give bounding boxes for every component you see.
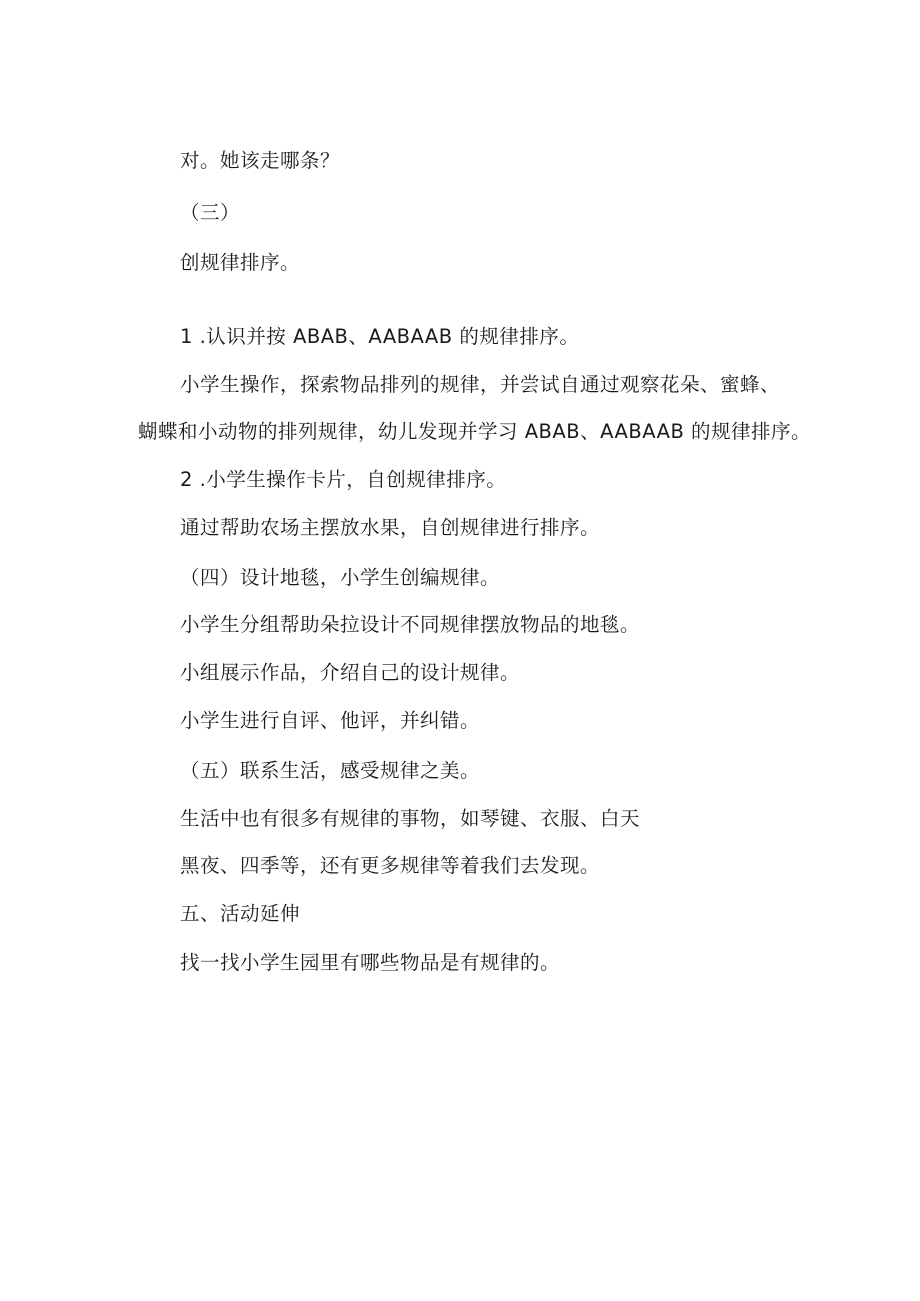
paragraph-line: 蝴蝶和小动物的排列规律，幼儿发现并学习 ABAB、AABAAB 的规律排序。 xyxy=(138,420,812,443)
paragraph-line: 小组展示作品，介绍自己的设计规律。 xyxy=(180,661,521,684)
paragraph-line: 小学生操作，探索物品排列的规律，并尝试自通过观察花朵、蜜蜂、 xyxy=(180,373,781,396)
paragraph-line: 生活中也有很多有规律的事物，如琴键、衣服、白天 xyxy=(180,807,641,830)
list-item: 2 .小学生操作卡片，自创规律排序。 xyxy=(180,468,507,491)
section-heading: （三） xyxy=(180,201,241,224)
list-item: 1 .认识并按 ABAB、AABAAB 的规律排序。 xyxy=(180,325,580,348)
section-heading: （四）设计地毯，小学生创编规律。 xyxy=(180,566,501,589)
paragraph-line: 对。她该走哪条？ xyxy=(180,149,341,172)
paragraph-line: 找一找小学生园里有哪些物品是有规律的。 xyxy=(180,951,561,974)
paragraph-line: 黑夜、四季等，还有更多规律等着我们去发现。 xyxy=(180,854,601,877)
paragraph-line: 小学生进行自评、他评，并纠错。 xyxy=(180,709,481,732)
paragraph-line: 小学生分组帮助朵拉设计不同规律摆放物品的地毯。 xyxy=(180,613,641,636)
section-heading: （五）联系生活，感受规律之美。 xyxy=(180,759,481,782)
section-heading: 五、活动延伸 xyxy=(180,902,301,925)
paragraph-line: 通过帮助农场主摆放水果，自创规律进行排序。 xyxy=(180,516,601,539)
paragraph-line: 创规律排序。 xyxy=(180,251,301,274)
